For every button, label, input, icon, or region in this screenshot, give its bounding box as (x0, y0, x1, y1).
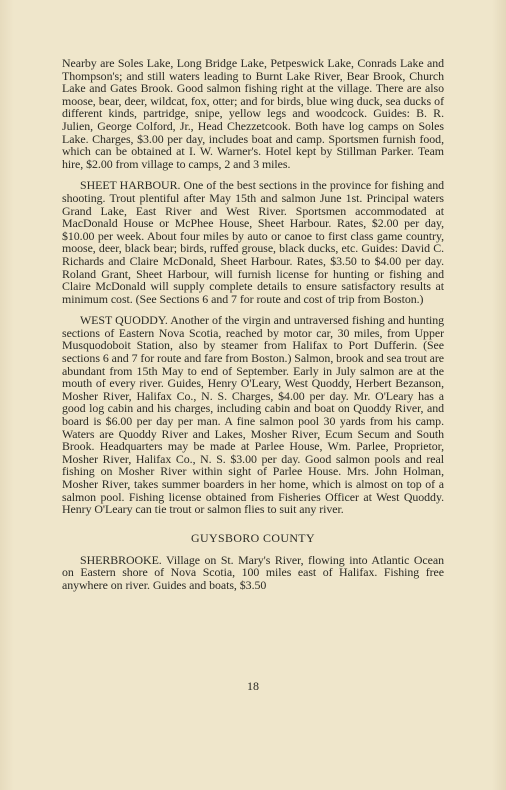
paragraph-soles-lake: Nearby are Soles Lake, Long Bridge Lake, Petpeswick Lake, Conrads Lake and Thompson's; and still waters leading to Burnt Lake River, Bear Brook, Church Lake and Gates Brook. Good salmon fishing right at the village. There are also moose, bear, deer, wildcat, fox, otter; and for birds, blue wing duck, sea ducks of different kinds, partridge, snipe, yellow legs and woodcock. Guides: B. R. Julien, George Colford, Jr., Head Chezzetcook. Both have log camps on Soles Lake. Charges, $3.00 per day, includes boat and camp. Sportsmen furnish food, which can be obtained at I. W. Warner's. Hotel kept by Stillman Parker. Team hire, $2.00 from village to camps, 2 and 3 miles. (62, 56, 444, 171)
page-number: 18 (247, 679, 259, 693)
paragraph-sheet-harbour: SHEET HARBOUR. One of the best sections in the province for fishing and shooting. Trout plentiful after May 15th and salmon June 1st. Principal waters Grand Lake, East River and West River. Sportsmen accommodated at MacDonald House or McPhee House, Sheet Harbour. Rates, $2.00 per day, $10.00 per week. About four miles by auto or canoe to first class game country, moose, deer, black bear; birds, ruffed grouse, black ducks, etc. Guides: David C. Richards and Claire McDonald, Sheet Harbour. Rates, $3.50 to $4.00 per day. Roland Grant, Sheet Harbour, will furnish license for hunting or fishing and Claire McDonald will supply complete details to ensure satisfactory results at minimum cost. (See Sections 6 and 7 for route and cost of trip from Boston.) (62, 178, 444, 306)
paragraph-west-quoddy: WEST QUODDY. Another of the virgin and untraversed fishing and hunting sections of Eastern Nova Scotia, reached by motor car, 30 miles, from Upper Musquodoboit Station, also by steamer from Halifax to Port Dufferin. (See sections 6 and 7 for route and fare from Boston.) Salmon, brook and sea trout are abundant from 15th May to end of September. Early in July salmon are at the mouth of every river. Guides, Henry O'Leary, West Quoddy, Herbert Bezanson, Mosher River, Halifax Co., N. S. Charges, $4.00 per day. Mr. O'Leary has a good log cabin and his charges, including cabin and boat on Quoddy River, and board is $6.00 per day per man. A fine salmon pool 30 yards from his camp. Waters are Quoddy River and Lakes, Mosher River, Ecum Secum and South Brook. Headquarters may be made at Parlee House, Wm. Parlee, Proprietor, Mosher River, Halifax Co., N. S. $3.00 per day. Good salmon pools and real fishing on Mosher River within sight of Parlee House. Mrs. John Holman, Mosher River, takes summer boarders in her home, which is almost on top of a salmon pool. Fishing license obtained from Fisheries Officer at West Quoddy. Henry O'Leary can tie trout or salmon flies to suit any river. (62, 313, 444, 517)
paragraph-sherbrooke: SHERBROOKE. Village on St. Mary's River, flowing into Atlantic Ocean on Eastern shore of Nova Scotia, 100 miles east of Halifax. Fishing free anywhere on river. Guides and boats, $3.50 (62, 552, 444, 592)
section-heading-guysboro-county: GUYSBORO COUNTY (191, 530, 315, 545)
